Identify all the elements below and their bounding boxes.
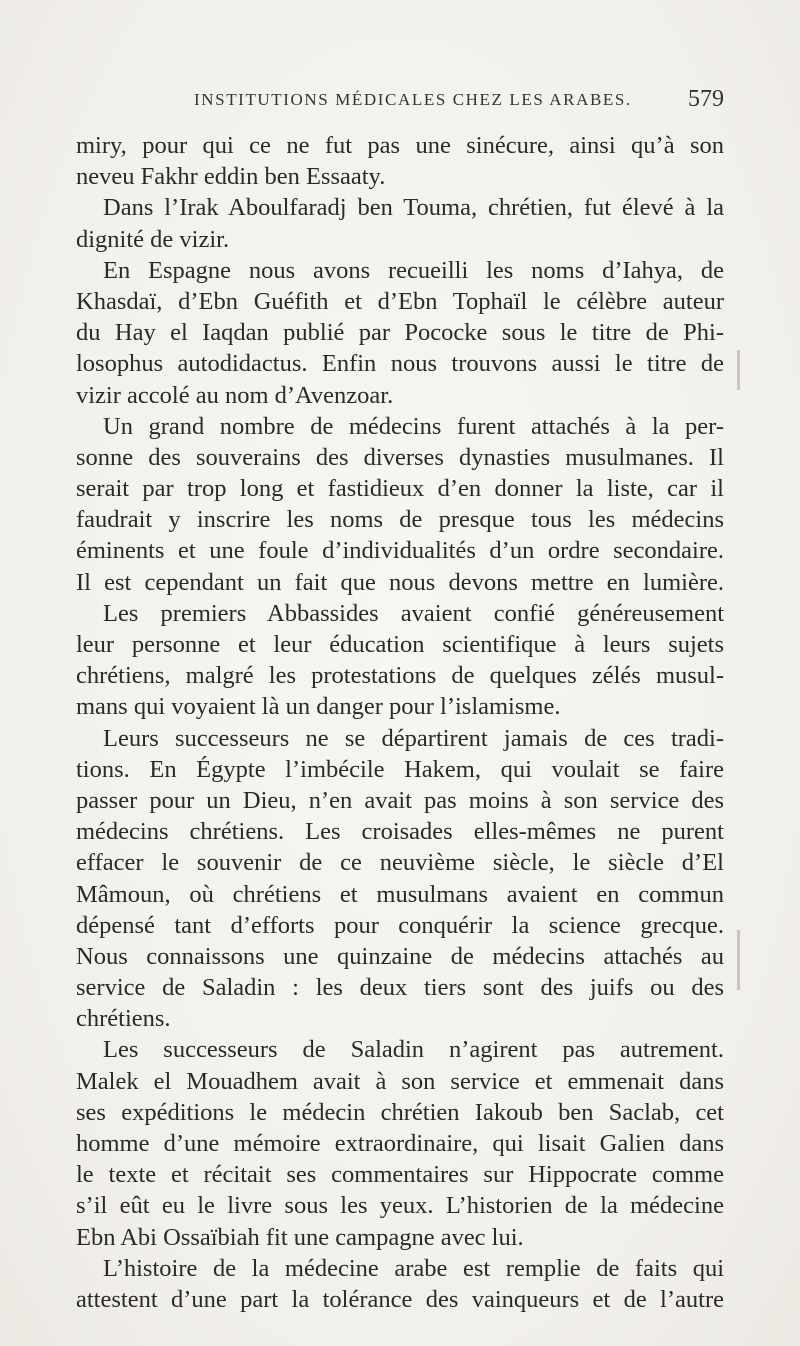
paragraph-4 [76, 411, 724, 598]
text-line: En Espagne nous avons recueilli les noms d’Iahya, de [103, 256, 724, 284]
text-line: Les successeurs de Saladin n’agirent pas autrement. [103, 1036, 724, 1064]
text-line: miry, pour qui ce ne fut pas une sinécure, ainsi qu’à son [76, 132, 724, 159]
text-line: faudrait y inscrire les noms de presque tous les médecins [76, 506, 724, 534]
paragraph-1 [76, 130, 724, 192]
text-line: médecins chrétiens. Les croisades elles-mêmes ne purent [76, 818, 724, 846]
paragraph-3 [76, 255, 724, 411]
text-line: Nous connaissons une quinzaine de médecins attachés au [76, 942, 724, 970]
text-line: Dans l’Irak Aboulfaradj ben Touma, chrétien, fut élevé à la [103, 194, 724, 222]
page-number: 579 [688, 86, 724, 112]
paragraph-5 [76, 598, 724, 723]
paragraph-7 [76, 1034, 724, 1252]
text-line: dépensé tant d’efforts pour conquérir la science grecque. [76, 911, 724, 939]
text-line: homme d’une mémoire extraordinaire, qui lisait Galien dans [76, 1130, 724, 1157]
text-line: Leurs successeurs ne se départirent jamais de ces tradi- [103, 724, 724, 752]
paragraph-2 [76, 192, 724, 254]
text-line: mans qui voyaient là un danger pour l’islamisme. [76, 693, 561, 721]
text-line: du Hay el Iaqdan publié par Pococke sous le titre de Phi- [76, 319, 724, 347]
text-line: sonne des souverains des diverses dynasties musulmanes. Il [76, 443, 724, 471]
text-line: tions. En Égypte l’imbécile Hakem, qui voulait se faire [76, 755, 724, 783]
text-line: losophus autodidactus. Enfin nous trouvons aussi le titre de [76, 350, 724, 378]
paragraph-8 [76, 1253, 724, 1315]
text-line: Khasdaï, d’Ebn Guéfith et d’Ebn Tophaïl le célèbre auteur [76, 287, 724, 315]
text-line: Ebn Abi Ossaïbiah fit une campagne avec lui. [76, 1223, 524, 1251]
text-line: attestent d’une part la tolérance des vainqueurs et de l’autre [76, 1285, 724, 1313]
text-line: L’histoire de la médecine arabe est remplie de faits qui [103, 1254, 724, 1282]
paragraph-6 [76, 723, 724, 1035]
text-line: Les premiers Abbassides avaient confié généreusement [103, 599, 724, 627]
text-line: s’il eût eu le livre sous les yeux. L’historien de la médecine [76, 1192, 724, 1220]
running-title: INSTITUTIONS MÉDICALES CHEZ LES ARABES. [194, 90, 632, 109]
page-edge-bleed-mark [737, 930, 740, 990]
text-line: Malek el Mouadhem avait à son service et emmenait dans [76, 1067, 724, 1095]
text-line: le texte et récitait ses commentaires sur Hippocrate comme [76, 1161, 724, 1189]
text-line: chrétiens, malgré les protestations de quelques zélés musul- [76, 662, 724, 690]
text-line: passer pour un Dieu, n’en avait pas moins à son service des [76, 786, 724, 814]
text-line: éminents et une foule d’individualités d’un ordre secondaire. [76, 537, 724, 565]
text-line: Il est cependant un fait que nous devons mettre en lumière. [76, 568, 724, 596]
text-line: Un grand nombre de médecins furent attachés à la per- [103, 412, 724, 440]
text-line: serait par trop long et fastidieux d’en donner la liste, car il [76, 475, 724, 503]
text-line: effacer le souvenir de ce neuvième siècle, le siècle d’El [76, 849, 724, 877]
text-line: chrétiens. [76, 1005, 171, 1033]
running-head [76, 88, 724, 118]
text-line: ses expéditions le médecin chrétien Iakoub ben Saclab, cet [76, 1098, 724, 1126]
text-line: service de Saladin : les deux tiers sont des juifs ou des [76, 974, 724, 1002]
text-line: neveu Fakhr eddin ben Essaaty. [76, 163, 386, 191]
text-line: vizir accolé au nom d’Avenzoar. [76, 381, 394, 409]
page-edge-bleed-mark [737, 350, 740, 390]
body-text [76, 130, 724, 1315]
text-line: dignité de vizir. [76, 225, 230, 253]
text-line: leur personne et leur éducation scientifique à leurs sujets [76, 631, 724, 658]
text-line: Mâmoun, où chrétiens et musulmans avaient en commun [76, 880, 724, 908]
